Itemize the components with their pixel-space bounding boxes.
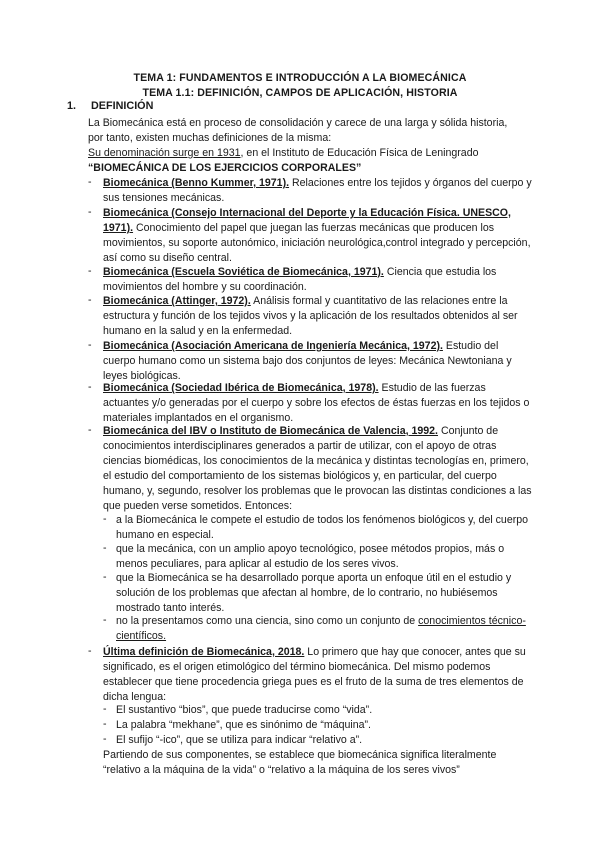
- list-dash: -: [88, 294, 92, 306]
- intro-line: por tanto, existen muchas definiciones de la misma:: [88, 132, 332, 144]
- ibv-point: que la Biomecánica se ha desarrollado porque aporta un enfoque útil en el estudio y solución de los problemas que afectan al hombre, de lo contrario, no hubiésemos mostrado tanto interés.: [116, 572, 512, 615]
- intro-paragraph: [88, 116, 528, 176]
- definition-item: [103, 176, 533, 206]
- list-dash: -: [88, 206, 92, 218]
- etymology-item: El sufijo “-ico”, que se utiliza para indicar “relativo a”.: [116, 734, 363, 746]
- origin-underlined: Su denominación surge en 1931: [88, 147, 241, 159]
- ibv-point: [116, 614, 534, 644]
- origin-rest: , en el Instituto de Educación Física de Leningrado: [240, 147, 479, 159]
- definition-source: Biomecánica (Consejo Internacional del Deporte y la Educación Física. UNESCO, 1971).: [103, 207, 511, 235]
- sub-dash: -: [103, 571, 107, 583]
- list-dash: -: [88, 381, 92, 393]
- definition-text: Estudio del cuerpo humano como un sistema bajo dos conjuntos de leyes: Mecánica Newtoniana y leyes biológicas.: [103, 340, 512, 383]
- definition-source: Biomecánica (Escuela Soviética de Biomecánica, 1971).: [103, 266, 384, 278]
- ibv-point-underlined: conocimientos técnico-científicos.: [116, 615, 526, 643]
- intro-quote: “BIOMECÁNICA DE LOS EJERCICIOS CORPORALES”: [88, 162, 362, 174]
- definition-text: Estudio de las fuerzas actuantes y/o generadas por el cuerpo y sobre los efectos de éstas fuerzas en los tejidos o materiales implantados en el organismo.: [103, 382, 530, 425]
- definition-item: [103, 206, 533, 266]
- definition-source: Última definición de Biomecánica, 2018.: [103, 646, 305, 658]
- ibv-point: a la Biomecánica le compete el estudio de todos los fenómenos biológicos y, del cuerpo humano en especial.: [116, 514, 529, 542]
- section-heading: [67, 100, 153, 112]
- sub-dash: -: [103, 513, 107, 525]
- closing-line: Partiendo de sus componentes, se establece que biomecánica significa literalmente: [103, 749, 497, 761]
- ibv-point: que la mecánica, con un amplio apoyo tecnológico, posee métodos propios, más o menos peculiares, para aplicar al estudio de los seres vivos.: [116, 543, 505, 571]
- definition-text: Conocimiento del papel que juegan las fuerzas mecánicas que producen los movimientos, su soporte autonómico, iniciación neurológica,control integrado y percepción, así como su diseño central.: [103, 222, 531, 265]
- definition-item: [103, 424, 533, 515]
- definition-source: Biomecánica del IBV o Instituto de Biomecánica de Valencia, 1992.: [103, 425, 439, 437]
- closing-paragraph: [103, 748, 533, 778]
- sub-dash: -: [103, 703, 107, 715]
- section-number: 1.: [67, 100, 77, 112]
- definition-item: [103, 645, 533, 705]
- definition-item: [103, 265, 533, 295]
- definition-source: Biomecánica (Attinger, 1972).: [103, 295, 251, 307]
- section-title: DEFINICIÓN: [91, 100, 154, 112]
- definition-text: Relaciones entre los tejidos y órganos del cuerpo y sus tensiones mecánicas.: [103, 177, 532, 205]
- definition-item: [103, 381, 533, 426]
- definition-source: Biomecánica (Sociedad Ibérica de Biomecánica, 1978).: [103, 382, 379, 394]
- definition-item: [103, 339, 533, 384]
- definition-source: Biomecánica (Asociación Americana de Ingeniería Mecánica, 1972).: [103, 340, 443, 352]
- list-dash: -: [88, 265, 92, 277]
- sub-dash: -: [103, 614, 107, 626]
- definition-text: Conjunto de conocimientos interdisciplinares generados a partir de utilizar, con el apoyo de otras ciencias biomédicas, los conocimientos de la mecánica y distintas tecnologías en, primero, el estudio del comportamiento de los sistemas biológicos y, en particular, del cuerpo humano, y, segundo, resolver los problemas que le provocan las distintas condiciones a las que pueden verse sometidos. Entonces:: [103, 425, 532, 513]
- list-dash: -: [88, 424, 92, 436]
- list-dash: -: [88, 645, 92, 657]
- definition-source: Biomecánica (Benno Kummer, 1971).: [103, 177, 290, 189]
- ibv-point-plain: no la presentamos como una ciencia, sino como un conjunto de: [116, 615, 419, 627]
- definition-text: Lo primero que hay que conocer, antes que su significado, es el origen etimológico del término biomecánica. Del mismo podemos establecer que tiene procedencia griega pues es el fruto de la suma de tres elementos de dicha lengua:: [103, 646, 526, 704]
- sub-dash: -: [103, 718, 107, 730]
- etymology-item: El sustantivo “bios”, que puede traducirse como “vida”.: [116, 704, 373, 716]
- etymology-item: La palabra “mekhane”, que es sinónimo de “máquina”.: [116, 719, 371, 731]
- definition-text: Ciencia que estudia los movimientos del hombre y su coordinación.: [103, 266, 497, 294]
- closing-line: “relativo a la máquina de la vida” o “relativo a la máquina de los seres vivos”: [103, 764, 460, 777]
- document-subtitle: TEMA 1.1: DEFINICIÓN, CAMPOS DE APLICACIÓN, HISTORIA: [142, 87, 458, 99]
- sub-dash: -: [103, 733, 107, 745]
- list-dash: -: [88, 339, 92, 351]
- document-title: TEMA 1: FUNDAMENTOS E INTRODUCCIÓN A LA BIOMECÁNICA: [133, 72, 467, 84]
- definition-text: Análisis formal y cuantitativo de las relaciones entre la estructura y función de los tejidos vivos y la aplicación de los resultados obtenidos al ser humano en la salud y en la enfermedad.: [103, 295, 518, 338]
- definition-item: [103, 294, 533, 339]
- list-dash: -: [88, 176, 92, 188]
- sub-dash: -: [103, 542, 107, 554]
- intro-line: La Biomecánica está en proceso de consolidación y carece de una larga y sólida historia,: [88, 117, 508, 129]
- origin-line: [88, 146, 528, 161]
